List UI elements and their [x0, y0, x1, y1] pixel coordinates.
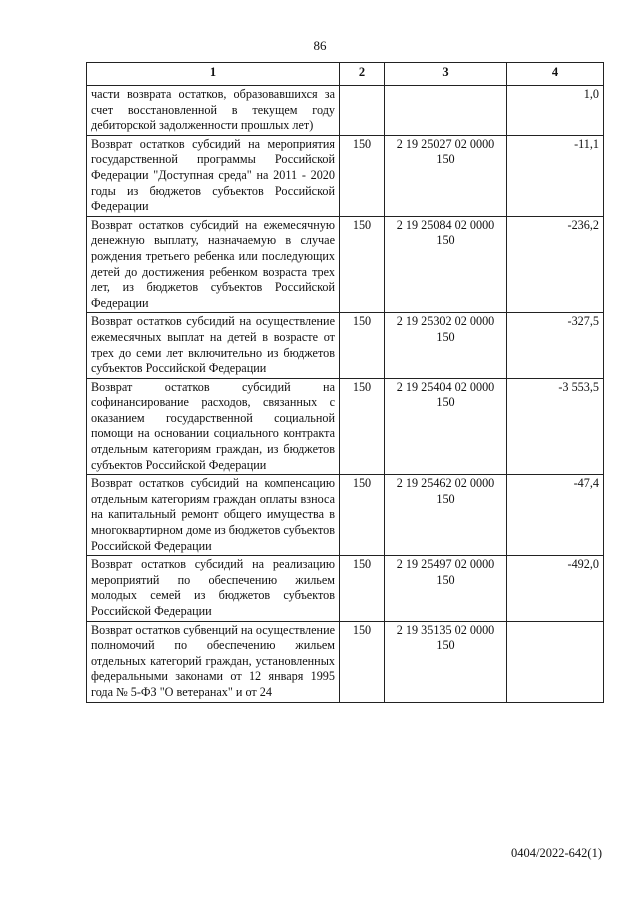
row-col2: 150 — [340, 216, 385, 313]
table-row — [87, 135, 604, 216]
table-header-row — [87, 63, 604, 86]
table-row — [87, 86, 604, 136]
row-col2: 150 — [340, 135, 385, 216]
row-code: 2 19 25462 02 0000 150 — [385, 475, 507, 556]
table-row — [87, 216, 604, 313]
row-col2: 150 — [340, 378, 385, 475]
header-col-1: 1 — [87, 63, 340, 86]
row-col2 — [340, 86, 385, 136]
row-name: Возврат остатков субсидий на ежемесячную денежную выплату, назначаемую в случае рождения третьего ребенка или последующих детей до достижения ребенком возраста трех лет, из бюджетов субъектов Российской Федерации — [87, 216, 340, 313]
document-number: 0404/2022-642(1) — [511, 846, 602, 860]
row-sum: -3 553,5 — [507, 378, 604, 475]
row-sum: -47,4 — [507, 475, 604, 556]
row-name: Возврат остатков субсидий на мероприятия государственной программы Российской Федерации "Доступная среда" на 2011 - 2020 годы из бюджетов субъектов Российской Федерации — [87, 135, 340, 216]
row-col2: 150 — [340, 556, 385, 621]
table-row — [87, 621, 604, 702]
row-name: Возврат остатков субсидий на осуществление ежемесячных выплат на детей в возрасте от трех до семи лет включительно из бюджетов субъектов Российской Федерации — [87, 313, 340, 378]
row-sum: -327,5 — [507, 313, 604, 378]
table-row — [87, 378, 604, 475]
row-name: Возврат остатков субвенций на осуществление полномочий по обеспечению жильем отдельных категорий граждан, установленных федеральными законами от 12 января 1995 года № 5-ФЗ "О ветеранах" и от 24 — [87, 621, 340, 702]
row-sum: -11,1 — [507, 135, 604, 216]
header-col-4: 4 — [507, 63, 604, 86]
row-name: Возврат остатков субсидий на реализацию мероприятий по обеспечению жильем молодых семей из бюджетов субъектов Российской Федерации — [87, 556, 340, 621]
row-code: 2 19 25302 02 0000 150 — [385, 313, 507, 378]
budget-table — [86, 62, 604, 703]
table-row — [87, 556, 604, 621]
row-code: 2 19 25404 02 0000 150 — [385, 378, 507, 475]
table-row — [87, 475, 604, 556]
row-name: Возврат остатков субсидий на софинансирование расходов, связанных с оказанием государственной социальной помощи на основании социального контракта отдельным категориям граждан, из бюджетов субъектов Российской Федерации — [87, 378, 340, 475]
page-number: 86 — [313, 38, 327, 53]
row-sum: -492,0 — [507, 556, 604, 621]
row-code: 2 19 25027 02 0000 150 — [385, 135, 507, 216]
row-col2: 150 — [340, 313, 385, 378]
row-col2: 150 — [340, 475, 385, 556]
row-name: Возврат остатков субсидий на компенсацию отдельным категориям граждан оплаты взноса на капитальный ремонт общего имущества в многоквартирном доме из бюджетов субъектов Российской Федерации — [87, 475, 340, 556]
row-sum: -236,2 — [507, 216, 604, 313]
header-col-2: 2 — [340, 63, 385, 86]
row-sum — [507, 621, 604, 702]
row-code: 2 19 25084 02 0000 150 — [385, 216, 507, 313]
table-row — [87, 313, 604, 378]
row-code: 2 19 35135 02 0000 150 — [385, 621, 507, 702]
row-col2: 150 — [340, 621, 385, 702]
header-col-3: 3 — [385, 63, 507, 86]
row-code: 2 19 25497 02 0000 150 — [385, 556, 507, 621]
row-sum: 1,0 — [507, 86, 604, 136]
row-code — [385, 86, 507, 136]
row-name: части возврата остатков, образовавшихся за счет восстановленной в текущем году дебиторской задолженности прошлых лет) — [87, 86, 340, 136]
